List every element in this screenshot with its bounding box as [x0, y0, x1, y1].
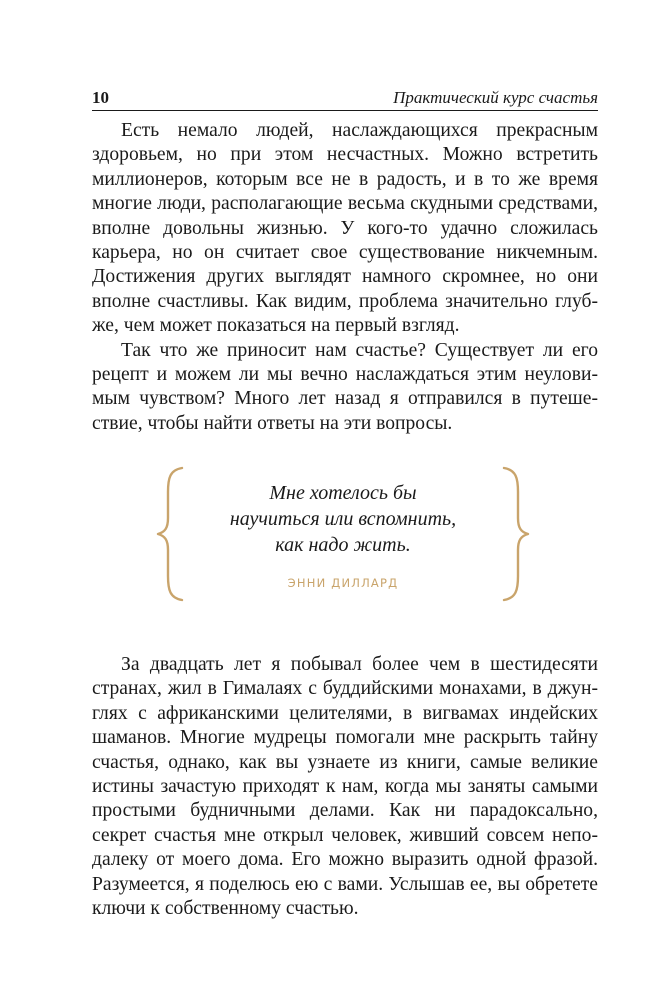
quote-line: научиться или вспомнить, — [229, 508, 457, 530]
text-block-bottom — [92, 653, 598, 921]
quote-line: Мне хотелось бы — [269, 482, 417, 504]
running-head — [92, 88, 598, 111]
paragraph: Есть немало людей, наслаждающихся прекрасным здоровьем, но при этом несчастных. Можно встретить миллионеров, которым все не в радость, и в то же время многие люди, располагающие весьма скудными средствами, вполне довольны жизнью. У кого-то удачно сложилась карьера, но он считает свое существование никчемным. Достижения других выглядят намного скромнее, но они вполне счастливы. Как видим, проблема значительно глубже, чем может показаться на первый взгляд. — [92, 120, 598, 337]
left-brace-icon — [156, 466, 186, 602]
quote-author: ЭННИ ДИЛЛАРД — [287, 576, 399, 590]
text-block-top — [92, 119, 598, 436]
quote-line: как надо жить. — [275, 534, 411, 556]
right-brace-icon — [500, 466, 530, 602]
epigraph-quote — [150, 466, 536, 602]
paragraph: Так что же приносит нам счастье? Существует ли его рецепт и можем ли мы вечно наслаждаться этим неуловимым чувством? Много лет назад я отправился в путешествие, чтобы найти ответы на эти вопросы. — [92, 339, 598, 434]
paragraph: За двадцать лет я побывал более чем в шестидесяти странах, жил в Гималаях с буддийскими монахами, в джунглях с африканскими целителями, в вигвамах индейских шаманов. Многие мудрецы помогали мне раскрыть тайну счастья, однако, как вы узнаете из книги, самые великие истины зачастую приходят к нам, когда мы заняты самыми простыми будничными делами. Как ни парадоксально, секрет счастья мне открыл человек, живший совсем неподалеку от моего дома. Его можно выразить одной фразой. Разумеется, я поделюсь ею с вами. Услышав ее, вы обретете ключи к собственному счастью. — [92, 654, 598, 920]
quote-text — [190, 480, 496, 558]
running-title: Практический курс счастья — [393, 88, 598, 107]
page-number: 10 — [92, 88, 109, 107]
